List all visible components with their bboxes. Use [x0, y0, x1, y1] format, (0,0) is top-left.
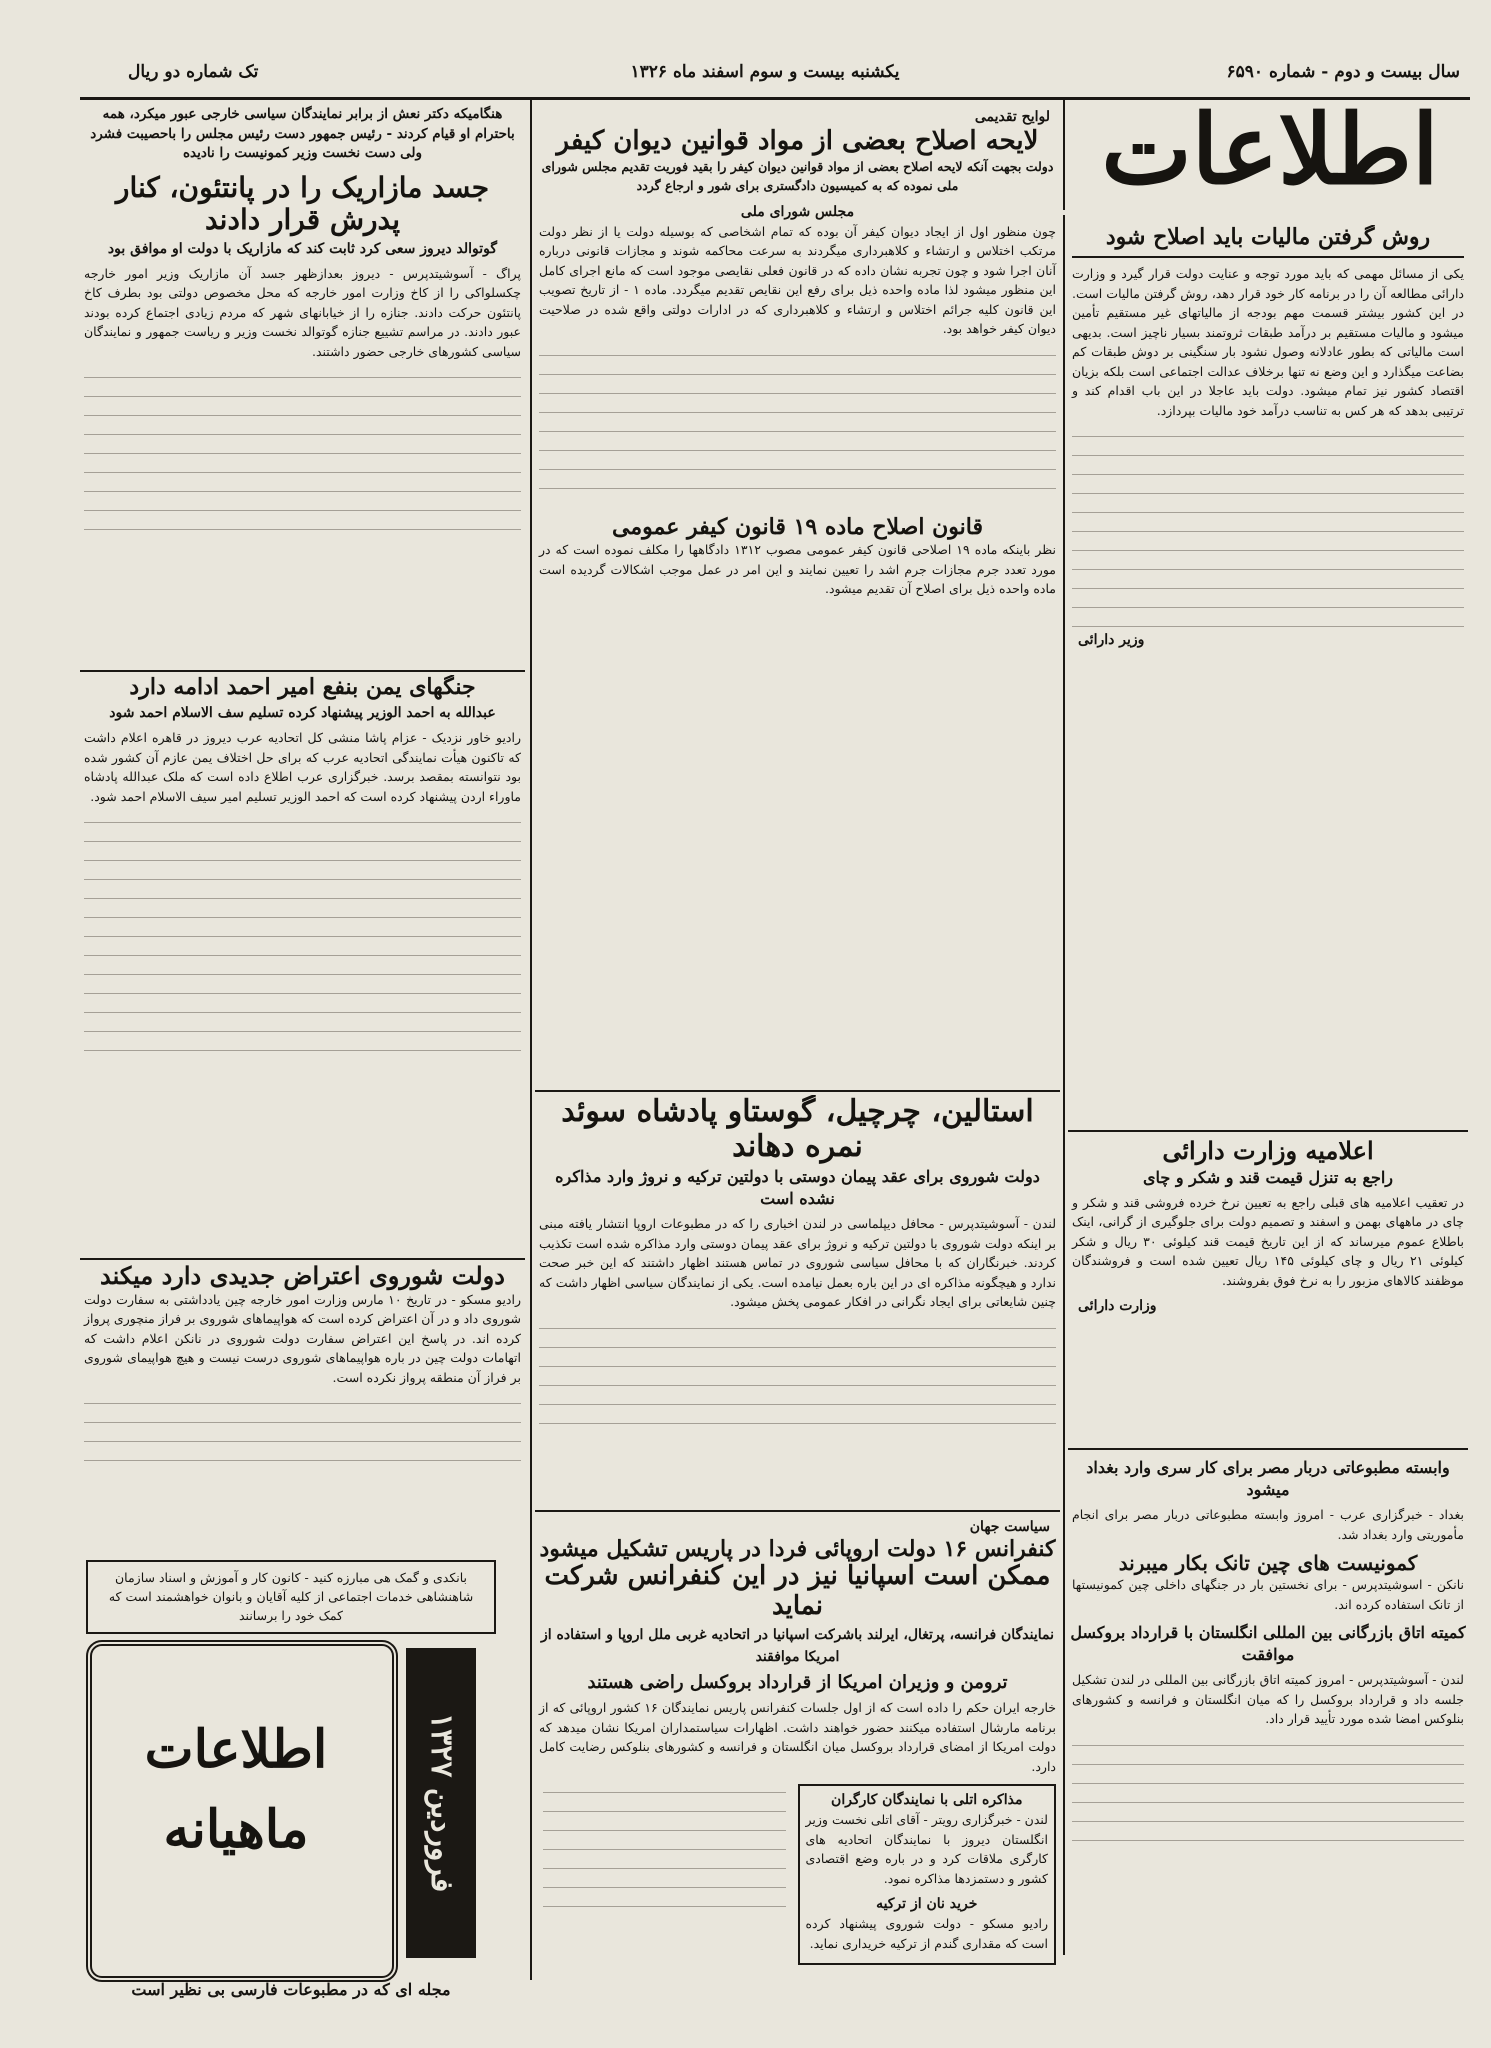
right-top-article	[1068, 225, 1468, 1125]
headline: کمونیست های چین تانک بکار میبرند	[1118, 1551, 1418, 1575]
law-body: نظر باینکه ماده ۱۹ اصلاحی قانون کیفر عمومی مصوب ۱۳۱۲ دادگاهها را مکلف نموده است که در مورد تعدد جرم مجازات جرم اشد را تعیین نمایند و این امر در عمل موجب اشکالات گردیده است ماده واحده ذیل برای اصلاح آن تقدیم میشود.	[539, 542, 1056, 597]
headline: جسد مازاریک را در پانتئون، کنار پدرش قرار دادند	[115, 170, 490, 236]
left-mid-article	[80, 675, 525, 1255]
lede: دولت بجهت آنکه لایحه اصلاح بعضی از مواد قوانین دیوان کیفر را بقید فوریت تقدیم مجلس شورای ملی نموده که به کمیسیون دادگستری برای شور و ارجاع گردد	[541, 158, 1054, 194]
article-body: لندن - آسوشیتدپرس - محافل دیپلماسی در لندن اخباری را که در مطبوعات اروپا انتشار یافته مبنی بر اینکه دولت شوروی با دولتین ترکیه و نروژ برای عقد پیمان دوستی وارد مذاکره شده است تکذیب کردند. خبرنگاران که با محافل سیاسی شوروی در تماس هستند اظهار داشتند که این خبر صحت ندارد و هیچگونه مذاکره ای در این باره بعمل نیامده است. یکی از نمایندگان سیاسی اظهار داشت که چنین شایعاتی برای ایجاد نگرانی در افکار عمومی پخش میشود.	[539, 1216, 1056, 1309]
article-body: چون منظور اول از ایجاد دیوان کیفر آن بوده که تمام اشخاصی که بوسیله دولت یا از نظر دولت مرتکب اختلاس و ارتشاء و کلاهبرداری میگردند به سرعت محاکمه شوند و مجازات قانونی درباره آنان اجرا شود و چون تجربه نشان داده که در قانون فعلی نقایصی موجود است که مانع اجرای کامل این منظور میشود لذا ماده واحده ذیل برای رفع این نقایص تقدیم میگردد. ماده ۱ - از تاریخ تصویب این قانون کلیه جرائم اختلاس و ارتشاء و کلاهبرداری که در ادارات دولتی واقع شده در صلاحیت دیوان کیفر خواهد بود.	[539, 223, 1056, 337]
mid-bottom-article	[535, 1515, 1060, 2015]
article-body: خارجه ایران حکم را داده است که از اول جلسات کنفرانس پاریس نمایندگان ۱۶ کشور اروپائی که از برنامه مارشال استفاده میکنند حضور خواهند داشت. اظهارات سیاستمداران امریکا نشان میدهد که دولت امریکا از امضای قرارداد بروکسل میان انگلستان و فرانسه و کشورهای بنلوکس رضایت کامل دارد.	[539, 1700, 1056, 1774]
byline: وزارت دارائی	[1078, 1298, 1157, 1315]
ad-date-band: فروردین ۱۳۲۷	[406, 1648, 476, 1958]
subhead: نمایندگان فرانسه، پرتغال، ایرلند باشرکت اسپانیا در اتحادیه غربی ملل اروپا و استفاده از امریکا موافقند	[541, 1627, 1054, 1666]
article-body: در تعقیب اعلامیه های قبلی راجع به تعیین نرخ خرده فروشی قند و شکر و چای در ماههای بهمن و اسفند و تصمیم دولت برای جلوگیری از گرانی، اینک باطلاع عموم میرساند که از این تاریخ قیمت قند کیلوئی ۳۰ ریال و شکر کیلوئی ۲۱ ریال و چای کیلوئی ۱۴۵ ریال تعیین شده است و فروشندگان موظفند کالاهای مزبور را به نرخ فوق بفروشند.	[1072, 1194, 1465, 1288]
column-rule	[1063, 215, 1065, 1955]
article-body: بغداد - خبرگزاری عرب - امروز وابسته مطبوعاتی دربار مصر برای انجام مأموریتی وارد بغداد شد.	[1072, 1507, 1464, 1542]
subhead: راجع به تنزل قیمت قند و شکر و چای	[1142, 1167, 1394, 1187]
notice-box	[86, 1560, 496, 1634]
section-rule	[535, 1510, 1060, 1512]
headline: اعلامیه وزارت دارائی	[1162, 1137, 1374, 1165]
column-rule	[530, 100, 532, 1980]
right-mid-article	[1068, 1137, 1468, 1437]
ad-title: اطلاعات ماهیانه	[144, 1719, 328, 1860]
box-title: مذاکره اتلی با نمایندگان کارگران	[831, 1792, 1023, 1809]
section-rule	[80, 670, 525, 672]
kicker: هنگامیکه دکتر نعش از برابر نمایندگان سیاسی خارجی عبور میکرد، همه باحترام او قیام کردند - رئیس جمهور دست رئیس مجلس را باحصیبت فشرد ولی دست نخست وزیر کمونیست را نادیده	[90, 106, 515, 161]
law-title: قانون اصلاح ماده ۱۹ قانون کیفر عمومی	[612, 513, 983, 540]
year-issue: سال بیست و دوم - شماره ۶۵۹۰	[1226, 62, 1460, 82]
headline: ممکن است اسپانیا نیز در این کنفرانس شرکت نماید	[544, 1561, 1051, 1622]
subhead: گوتوالد دیروز سعی کرد ثابت کند که مازاریک با دولت او موافق بود	[107, 240, 498, 257]
section-rule	[1068, 1448, 1468, 1450]
mid-top-article	[535, 105, 1060, 1085]
monthly-ad	[86, 1640, 496, 2010]
box-title: خرید نان از ترکیه	[876, 1896, 978, 1913]
box-body: رادیو مسکو - دولت شوروی پیشنهاد کرده است که مقداری گندم از ترکیه خریداری نماید.	[805, 1916, 1048, 1951]
issue-date: یکشنبه بیست و سوم اسفند ماه ۱۳۲۶	[630, 62, 900, 82]
headline: کنفرانس ۱۶ دولت اروپائی فردا در پاریس تشکیل میشود	[539, 1536, 1056, 1562]
boxed-article	[798, 1784, 1057, 1965]
box-body: لندن - خبرگزاری رویتر - آقای اتلی نخست وزیر انگلستان دیروز با نمایندگان اتحادیه های کارگری ملاقات کرد و در باره وضع اقتصادی کشور و دستمزدها مذاکره نمود.	[805, 1812, 1048, 1886]
left-bottom-article	[80, 1262, 525, 1557]
section-label: مجلس شورای ملی	[740, 203, 855, 220]
left-top-article	[80, 105, 525, 665]
kicker: سیاست جهان	[969, 1519, 1050, 1535]
article-body: رادیو خاور نزدیک - عزام پاشا منشی کل اتحادیه عرب دیروز در قاهره اعلام داشت که تاکنون هیأت نمایندگی اتحادیه عرب که برای حل اختلاف یمن عازم آن کشور شده بود نتوانسته بمقصد برسد. خبرگزاری عرب اطلاع داده است که ملک عبدالله پادشاه ماوراء اردن پیشنهاد کرده است که احمد الوزیر تسلیم امیر سیف الاسلام احمد شود.	[84, 730, 521, 804]
article-body: پراگ - آسوشیتدپرس - دیروز بعدازظهر جسد آن مازاریک وزیر امور خارجه چکسلواکی را از کاخ وزارت امور خارجه که محل مخصوص دولتی بود بطرف کاخ پانتئون حرکت دادند. جنازه را از خیابانهای شهر که مردم زیادی اجتماع کرده بودند عبور دادند. در مراسم تشییع جنازه گوتوالد نخست وزیر و ریاست جمهور و نمایندگان سیاسی کشورهای خارجی حضور داشتند.	[84, 265, 521, 359]
subhead: عبدالله به احمد الوزیر پیشنهاد کرده تسلیم سف الاسلام احمد شود	[109, 705, 496, 722]
section-rule	[80, 1258, 525, 1260]
mid-center-article	[535, 1095, 1060, 1505]
headline: وابسته مطبوعاتی دربار مصر برای کار سری وارد بغداد میشود	[1086, 1458, 1450, 1499]
headline: کمیته اتاق بازرگانی بین المللی انگلستان با قرارداد بروکسل موافقت	[1070, 1623, 1466, 1664]
masthead-logo: اطلاعات	[1101, 93, 1439, 206]
headline: جنگهای یمن بنفع امیر احمد ادامه دارد	[129, 675, 476, 700]
byline: وزیر دارائی	[1078, 632, 1145, 649]
article-body: یکی از مسائل مهمی که باید مورد توجه و عنایت دولت قرار گیرد و وزارت دارائی مطالعه آن را در برنامه کار خود قرار دهد، روش گرفتن مالیات است. در این کشور بیشتر قسمت مهم بودجه از مالیاتهای غیر مستقیم تأمین میشود و مالیات مستقیم بر درآمد طبقات ثروتمند بسیار ناچیز است. بدیهی است مالیاتی که بطور عادلانه وصول نشود بار سنگینی بر دوش طبقات کم بضاعت میگذارد و این وضع نه تنها برخلاف عدالت اجتماعی است بلکه بزیان اقتصاد کشور نیز تمام میشود. دولت باید عاجلا در این باب اقدام کند و ترتیبی بدهد که هر کس به تناسب درآمد خود مالیات بپردازد.	[1072, 266, 1464, 418]
section-rule	[535, 1090, 1060, 1092]
article-body: لندن - آسوشیتدپرس - امروز کمیته اتاق بازرگانی بین المللی در لندن تشکیل جلسه داد و قرارداد بروکسل را که میان انگلستان و فرانسه و کشورهای بنلوکس امضا شده مورد تأیید قرار داد.	[1072, 1672, 1464, 1726]
section-rule	[1068, 1130, 1468, 1132]
headline: روش گرفتن مالیات باید اصلاح شود	[1105, 225, 1431, 250]
notice-text: بانکدی و گمک هی مبارزه کنید - کانون کار و آموزش و اسناد سازمان شاهنشاهی خدمات اجتماعی از کلیه آقایان و بانوان خواهشمند است که کمک خود را برسانند	[108, 1570, 474, 1623]
right-bottom-articles	[1068, 1455, 1468, 1975]
kicker: لوایح تقدیمی	[974, 109, 1050, 125]
article-body: نانکن - اسوشیتدپرس - برای نخستین بار در جنگهای داخلی چین کمونیستها از تانک استفاده کرده اند.	[1072, 1577, 1464, 1612]
article-body: رادیو مسکو - در تاریخ ۱۰ مارس وزارت امور خارجه چین یادداشتی به سفارت دولت شوروی داد و در آن اعتراض کرده است که هواپیماهای شوروی بر فراز منچوری پرواز کرده اند. در پاسخ این اعتراض سفارت دولت شوروی در نانکن اعلام داشت که اتهامات دولت چین در باره هواپیماهای شوروی درست نیست و هیچ هواپیمای شوروی بر فراز آن منطقه پرواز نکرده است.	[84, 1291, 522, 1385]
subhead: ترومن و وزیران امریکا از قرارداد بروکسل راضی هستند	[587, 1672, 1008, 1694]
column-rule	[1063, 100, 1065, 210]
issue-price: تک شماره دو ریال	[128, 62, 259, 82]
headline: دولت شوروی اعتراض جدیدی دارد میکند	[100, 1262, 505, 1290]
headline: استالین، چرچیل، گوستاو پادشاه سوئد نمره دهاند	[561, 1095, 1034, 1164]
subhead: دولت شوروی برای عقد پیمان دوستی با دولتین ترکیه و نروژ وارد مذاکره نشده است	[555, 1167, 1040, 1208]
headline: لایحه اصلاح بعضی از مواد قوانین دیوان کیفر	[556, 126, 1039, 156]
ad-tagline: مجله ای که در مطبوعات فارسی بی نظیر است	[131, 1980, 451, 1999]
